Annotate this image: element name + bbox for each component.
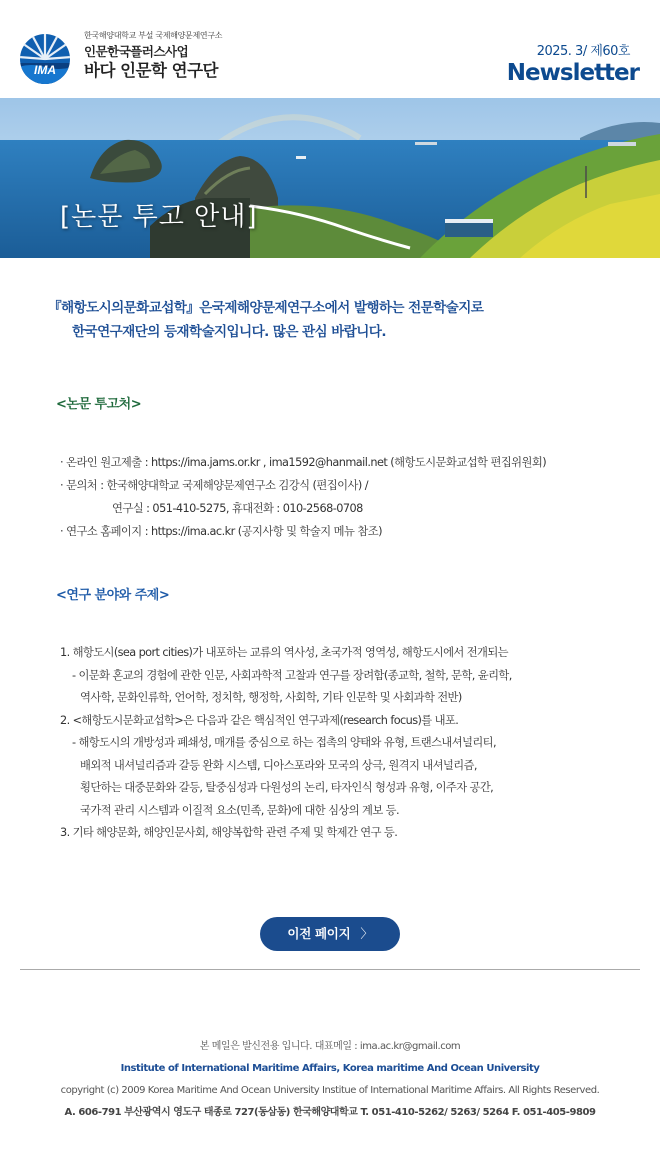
issue-number: 2025. 3/ 제60호 [536,44,630,59]
header [0,0,660,98]
research-section-title: <연구 분야와 주제> [56,588,170,603]
previous-page-label: 이전 페이지 [287,926,351,941]
footer-notice: 본 메일은 발신전용 입니다. 대표메일 : ima.ac.kr@gmail.com [199,1041,461,1052]
intro-text [48,296,638,344]
previous-page-button[interactable] [260,917,400,951]
submission-details [60,451,650,543]
newsletter-title: Newsletter [506,60,639,86]
banner-image [0,98,660,258]
chevron-right-icon: 〉 [360,926,373,941]
footer [0,1036,660,1124]
ima-logo-icon [18,33,72,85]
list-item: - 이문화 혼교의 경험에 관한 인문, 사회과학적 고찰과 연구를 장려함(종교학, 철학, 문학, 윤리학, [72,668,512,682]
intro-line: 『해항도시의문화교섭학』은국제해양문제연구소에서 발행하는 전문학술지로 [48,300,484,316]
intro-line: 한국연구재단의 등재학술지입니다. 많은 관심 바랍니다. [72,324,386,340]
list-item: · 온라인 원고제출 : https://ima.jams.or.kr , ima1592@hanmail.net (해항도시문화교섭학 편집위원회) [60,456,547,469]
list-item: 국가적 관리 시스템과 이질적 요소(민족, 문화)에 대한 심상의 계보 등. [80,803,399,817]
footer-institution: Institute of International Maritime Affairs, Korea maritime And Ocean University [120,1063,540,1074]
svg-text:IMA: IMA [34,63,56,77]
banner-title: [논문 투고 안내] [60,202,258,232]
list-item: - 해항도시의 개방성과 폐쇄성, 매개를 중심으로 하는 접촉의 양태와 유형, 트랜스내셔널리티, [72,736,496,749]
divider [20,969,640,970]
org-project-name: 인문한국플러스사업 [84,44,189,59]
list-item: 1. 해항도시(sea port cities)가 내포하는 교류의 역사성, 초국가적 영역성, 해항도시에서 전개되는 [60,646,508,659]
list-item: · 연구소 홈페이지 : https://ima.ac.kr (공지사항 및 학술지 메뉴 참조) [60,525,382,538]
research-topics [60,642,650,845]
list-item: 3. 기타 해양문화, 해양인문사회, 해양복합학 관련 주제 및 학제간 연구 등. [60,826,398,839]
org-team-name: 바다 인문학 연구단 [84,61,219,80]
footer-address: A. 606-791 부산광역시 영도구 태종로 727(동삼동) 한국해양대학교 T. 051-410-5262/ 5263/ 5264 F. 051-405-9809 [64,1107,596,1118]
list-item: 횡단하는 대중문화와 갈등, 탈중심성과 다원성의 논리, 타자인식 형성과 유형, 이주자 공간, [80,781,494,794]
footer-copyright: copyright (c) 2009 Korea Maritime And Ocean University Institue of International Maritime Affairs. All Rights Reserved. [60,1085,600,1096]
ima-logo [18,33,72,85]
org-parent-name: 한국해양대학교 부설 국제해양문제연구소 [84,31,223,40]
list-item: · 문의처 : 한국해양대학교 국제해양문제연구소 김강식 (편집이사) / [60,479,368,492]
org-names [84,31,222,81]
list-item: 역사학, 문화인류학, 언어학, 정치학, 행정학, 사회학, 기타 인문학 및 사회과학 전반) [80,691,462,704]
list-item: 배외적 내셔널리즘과 갈등 완화 시스템, 디아스포라와 모국의 상극, 원격지 내셔널리즘, [80,758,477,772]
submission-section-title: <논문 투고처> [56,397,142,412]
seascape-illustration [0,98,660,258]
list-item: 연구실 : 051-410-5275, 휴대전화 : 010-2568-0708 [112,502,363,515]
list-item: 2. <해항도시문화교섭학>은 다음과 같은 핵심적인 연구과제(research focus)를 내포. [60,713,459,727]
